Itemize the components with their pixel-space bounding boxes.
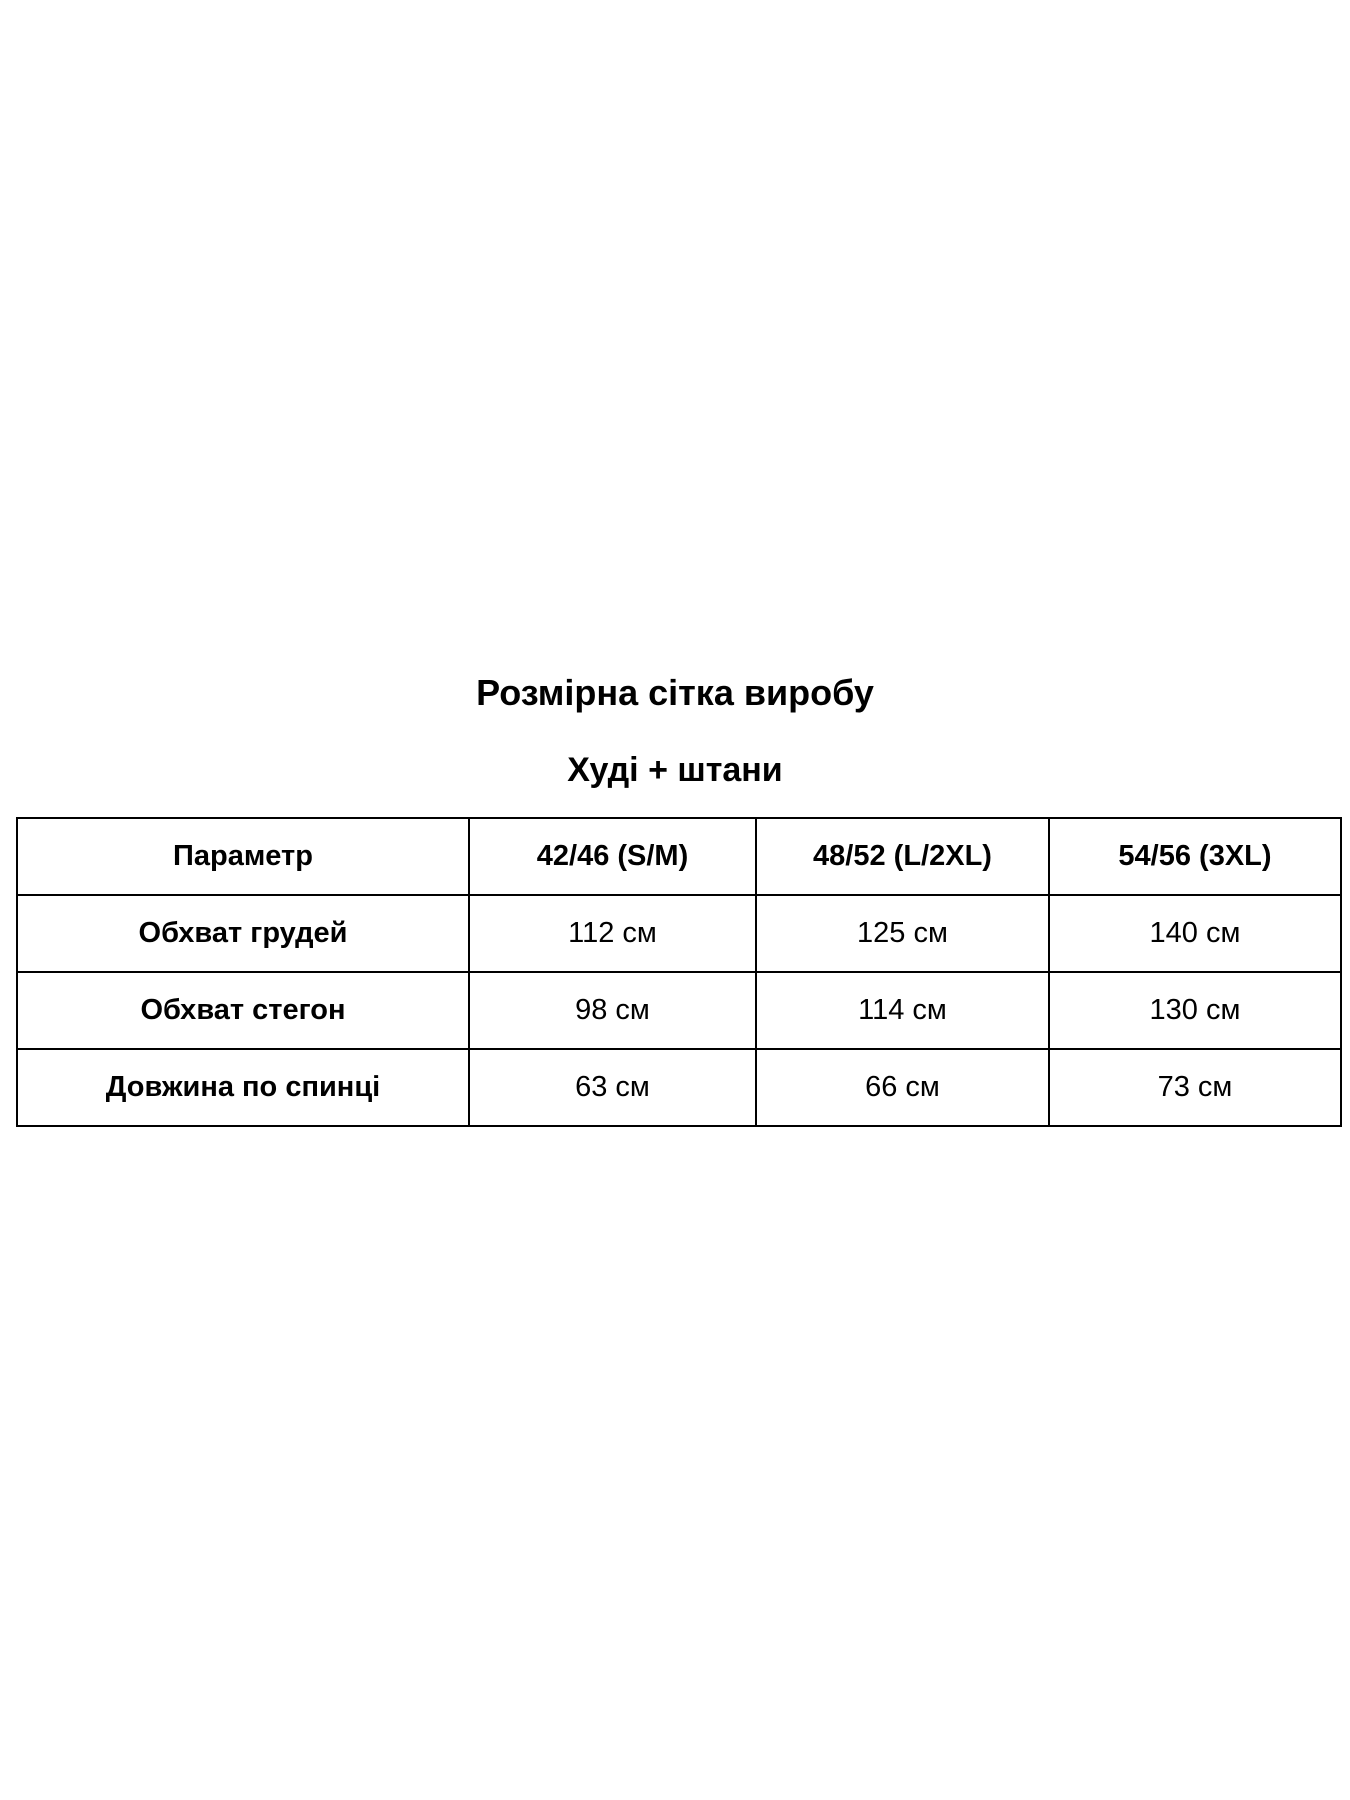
- table-cell: 98 см: [469, 972, 756, 1049]
- table-row: [17, 972, 1341, 1049]
- row-label-back-length: Довжина по спинці: [17, 1049, 469, 1126]
- header-size-l2xl: 48/52 (L/2XL): [756, 818, 1049, 895]
- header-parameter: Параметр: [17, 818, 469, 895]
- table-row: [17, 895, 1341, 972]
- document-title: Розмірна сітка виробу: [476, 672, 874, 713]
- table-cell: 112 см: [469, 895, 756, 972]
- table-cell: 114 см: [756, 972, 1049, 1049]
- table-cell: 125 см: [756, 895, 1049, 972]
- header-size-3xl: 54/56 (3XL): [1049, 818, 1341, 895]
- table-cell: 130 см: [1049, 972, 1341, 1049]
- header-size-sm: 42/46 (S/M): [469, 818, 756, 895]
- table-cell: 66 см: [756, 1049, 1049, 1126]
- table-cell: 63 см: [469, 1049, 756, 1126]
- row-label-chest: Обхват грудей: [17, 895, 469, 972]
- row-label-hips: Обхват стегон: [17, 972, 469, 1049]
- table-row: [17, 1049, 1341, 1126]
- table-header-row: [17, 818, 1341, 895]
- table-cell: 73 см: [1049, 1049, 1341, 1126]
- table-cell: 140 см: [1049, 895, 1341, 972]
- document-subtitle: Худі + штани: [567, 751, 783, 789]
- size-chart-table: [16, 817, 1342, 1127]
